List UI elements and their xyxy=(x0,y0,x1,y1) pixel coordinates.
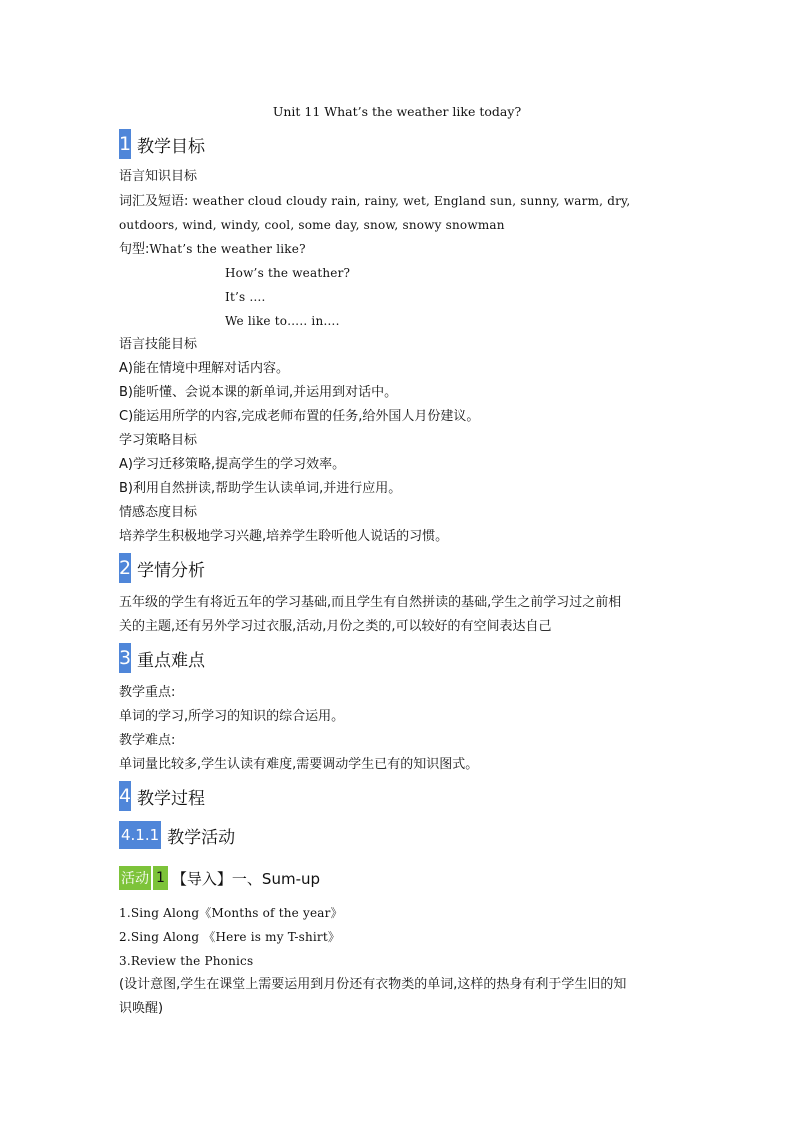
design-intent: 识唤醒) xyxy=(119,1001,164,1016)
section-heading-3 xyxy=(119,643,205,673)
subsection-heading xyxy=(119,821,235,849)
section-number: 3 xyxy=(119,643,131,673)
strategy-heading: 学习策略目标 xyxy=(119,433,198,448)
affect-text: 培养学生积极地学习兴趣,培养学生聆听他人说话的习惯。 xyxy=(119,529,449,544)
section-title: 教学目标 xyxy=(137,136,205,157)
analysis-text: 关的主题,还有另外学习过衣服,活动,月份之类的,可以较好的有空间表达自己 xyxy=(119,619,552,634)
section-number: 1 xyxy=(119,129,131,159)
section-title: 学情分析 xyxy=(137,560,205,581)
sentence-pattern: What’s the weather like? xyxy=(149,242,306,256)
difficulties-text: 单词量比较多,学生认读有难度,需要调动学生已有的知识图式。 xyxy=(119,757,479,772)
vocab-label: 词汇及短语: xyxy=(119,194,189,209)
skill-item: B)能听懂、会说本课的新单词,并运用到对话中。 xyxy=(119,385,398,400)
section-heading-4 xyxy=(119,781,205,811)
strategy-item: A)学习迁移策略,提高学生的学习效率。 xyxy=(119,457,346,472)
document-title: Unit 11 What’s the weather like today? xyxy=(272,104,522,119)
vocab-words: weather cloud cloudy rain, rainy, wet, England sun, sunny, warm, dry, xyxy=(192,194,631,208)
key-points-text: 单词的学习,所学习的知识的综合运用。 xyxy=(119,709,345,724)
difficulties-heading: 教学难点: xyxy=(119,733,176,748)
section-heading-2 xyxy=(119,553,205,583)
sentence-line-1 xyxy=(119,240,306,259)
skill-item: A)能在情境中理解对话内容。 xyxy=(119,361,289,376)
section-number: 4 xyxy=(119,781,131,811)
section-title: 重点难点 xyxy=(137,650,205,671)
section-heading-1 xyxy=(119,129,205,159)
sentence-label: 句型: xyxy=(119,242,150,257)
subsection-title: 教学活动 xyxy=(167,827,236,848)
strategy-item: B)利用自然拼读,帮助学生认读单词,并进行应用。 xyxy=(119,481,402,496)
design-intent: (设计意图,学生在课堂上需要运用到月份还有衣物类的单词,这样的热身有利于学生旧的知 xyxy=(119,977,627,992)
skill-heading: 语言技能目标 xyxy=(119,337,198,352)
sentence-pattern: It’s …. xyxy=(225,290,266,304)
subsection-number: 4.1.1 xyxy=(119,821,161,849)
activity-step: 3.Review the Phonics xyxy=(119,954,254,968)
key-points-heading: 教学重点: xyxy=(119,685,176,700)
activity-number: 1 xyxy=(153,866,168,890)
analysis-text: 五年级的学生有将近五年的学习基础,而且学生有自然拼读的基础,学生之前学习过之前相 xyxy=(119,595,622,610)
activity-label: 活动 xyxy=(119,866,151,890)
vocab-line-1 xyxy=(119,192,630,211)
activity-title: 【导入】一、Sum-up xyxy=(171,869,321,888)
skill-item: C)能运用所学的内容,完成老师布置的任务,给外国人月份建议。 xyxy=(119,409,480,424)
activity-heading xyxy=(119,866,320,890)
activity-step: 1.Sing Along《Months of the year》 xyxy=(119,906,343,920)
knowledge-heading: 语言知识目标 xyxy=(119,169,198,184)
section-title: 教学过程 xyxy=(137,788,205,809)
sentence-pattern: How’s the weather? xyxy=(225,266,351,280)
affect-heading: 情感态度目标 xyxy=(119,505,198,520)
section-number: 2 xyxy=(119,553,131,583)
sentence-pattern: We like to….. in…. xyxy=(225,314,340,328)
activity-step: 2.Sing Along 《Here is my T-shirt》 xyxy=(119,930,341,944)
vocab-line-2: outdoors, wind, windy, cool, some day, snow, snowy snowman xyxy=(119,218,505,232)
